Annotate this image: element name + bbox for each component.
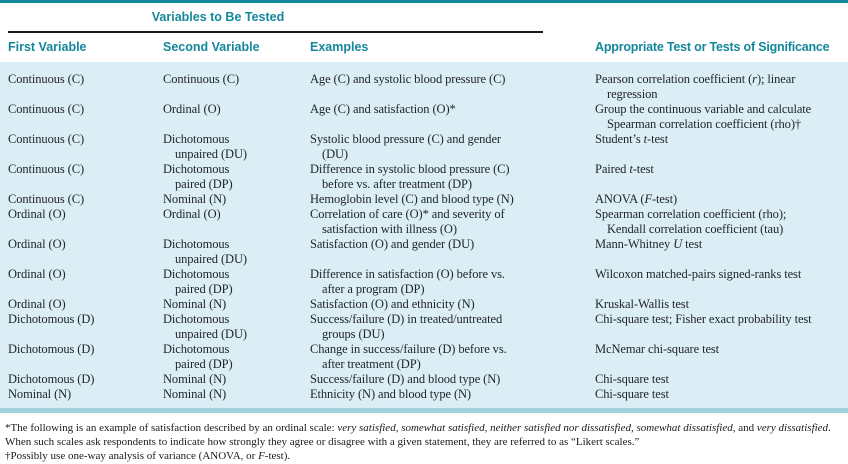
cell-example: Success/failure (D) and blood type (N) (310, 372, 501, 386)
table-row (0, 297, 848, 312)
cell-test: Student’s t-test (595, 132, 669, 146)
cell-test: Mann-Whitney U test (595, 237, 703, 251)
data-table (0, 72, 848, 402)
group-header-underline (8, 31, 543, 33)
table-row (0, 372, 848, 387)
table-row (0, 132, 848, 162)
cell-example: Satisfaction (O) and gender (DU) (310, 237, 475, 251)
table-row (0, 237, 848, 267)
cell-second-variable: Continuous (C) (163, 72, 240, 86)
table-row (0, 207, 848, 237)
table-row (0, 72, 848, 102)
cell-test: McNemar chi-square test (595, 342, 720, 356)
cell-test: Pearson correlation coefficient (r); linear regression (595, 72, 796, 101)
footnote-asterisk: *The following is an example of satisfaction described by an ordinal scale: very satisfied, somewhat satisfied, neither satisfied nor dissatisfied, somewhat dissatisfied, and very dissatisfied. When such scales ask respondents to indicate how strongly they agree or disagree with a given statement, they are referred to as “Likert scales.” (5, 422, 831, 448)
cell-first-variable: Ordinal (O) (8, 237, 66, 251)
cell-first-variable: Ordinal (O) (8, 297, 66, 311)
cell-test: Group the continuous variable and calculate Spearman correlation coefficient (rho)† (595, 102, 812, 131)
table-body-zone (0, 62, 848, 408)
cell-example: Hemoglobin level (C) and blood type (N) (310, 192, 514, 206)
column-header-second-variable: Second Variable (163, 40, 260, 54)
cell-example: Correlation of care (O)* and severity of satisfaction with illness (O) (310, 207, 505, 236)
cell-second-variable: Dichotomous paired (DP) (163, 267, 233, 296)
cell-first-variable: Nominal (N) (8, 387, 72, 401)
cell-second-variable: Dichotomous unpaired (DU) (163, 237, 247, 266)
cell-example: Age (C) and satisfaction (O)* (310, 102, 456, 116)
table-row (0, 267, 848, 297)
cell-first-variable: Continuous (C) (8, 132, 85, 146)
cell-first-variable: Ordinal (O) (8, 267, 66, 281)
cell-test: Chi-square test (595, 387, 669, 401)
cell-example: Age (C) and systolic blood pressure (C) (310, 72, 506, 86)
table-row (0, 192, 848, 207)
cell-example: Systolic blood pressure (C) and gender (DU) (310, 132, 501, 161)
cell-first-variable: Continuous (C) (8, 72, 85, 86)
column-header-examples: Examples (310, 40, 369, 54)
cell-first-variable: Dichotomous (D) (8, 342, 95, 356)
cell-example: Change in success/failure (D) before vs. after treatment (DP) (310, 342, 507, 371)
cell-first-variable: Dichotomous (D) (8, 372, 95, 386)
table-rows (0, 72, 848, 402)
cell-example: Ethnicity (N) and blood type (N) (310, 387, 471, 401)
cell-second-variable: Dichotomous unpaired (DU) (163, 312, 247, 341)
cell-first-variable: Continuous (C) (8, 192, 85, 206)
cell-first-variable: Continuous (C) (8, 102, 85, 116)
cell-second-variable: Nominal (N) (163, 387, 227, 401)
table-row (0, 312, 848, 342)
cell-example: Difference in satisfaction (O) before vs. after a program (DP) (310, 267, 505, 296)
cell-test: Spearman correlation coefficient (rho); Kendall correlation coefficient (tau) (595, 207, 787, 236)
cell-second-variable: Nominal (N) (163, 372, 227, 386)
cell-test: Chi-square test; Fisher exact probability test (595, 312, 812, 326)
cell-second-variable: Ordinal (O) (163, 207, 221, 221)
table-row (0, 387, 848, 402)
cell-first-variable: Dichotomous (D) (8, 312, 95, 326)
cell-second-variable: Dichotomous paired (DP) (163, 342, 233, 371)
cell-second-variable: Nominal (N) (163, 192, 227, 206)
group-header-variables-to-be-tested: Variables to Be Tested (151, 10, 285, 24)
table-header (0, 3, 848, 62)
footnote-dagger: †Possibly use one-way analysis of variance (ANOVA, or F-test). (5, 450, 291, 462)
cell-test: Paired t-test (595, 162, 654, 176)
cell-second-variable: Dichotomous unpaired (DU) (163, 132, 247, 161)
table-row (0, 102, 848, 132)
cell-second-variable: Ordinal (O) (163, 102, 221, 116)
cell-example: Success/failure (D) in treated/untreated groups (DU) (310, 312, 503, 341)
cell-first-variable: Ordinal (O) (8, 207, 66, 221)
table-row (0, 342, 848, 372)
cell-test: Kruskal-Wallis test (595, 297, 689, 311)
table-row (0, 162, 848, 192)
cell-second-variable: Nominal (N) (163, 297, 227, 311)
cell-test: Chi-square test (595, 372, 669, 386)
column-header-appropriate-test: Appropriate Test or Tests of Significance (595, 40, 830, 54)
cell-test: ANOVA (F-test) (595, 192, 678, 206)
cell-example: Difference in systolic blood pressure (C) before vs. after treatment (DP) (310, 162, 510, 191)
cell-second-variable: Dichotomous paired (DP) (163, 162, 233, 191)
column-header-first-variable: First Variable (8, 40, 87, 54)
cell-test: Wilcoxon matched-pairs signed-ranks test (595, 267, 802, 281)
footnotes (0, 413, 848, 464)
cell-example: Satisfaction (O) and ethnicity (N) (310, 297, 475, 311)
cell-first-variable: Continuous (C) (8, 162, 85, 176)
